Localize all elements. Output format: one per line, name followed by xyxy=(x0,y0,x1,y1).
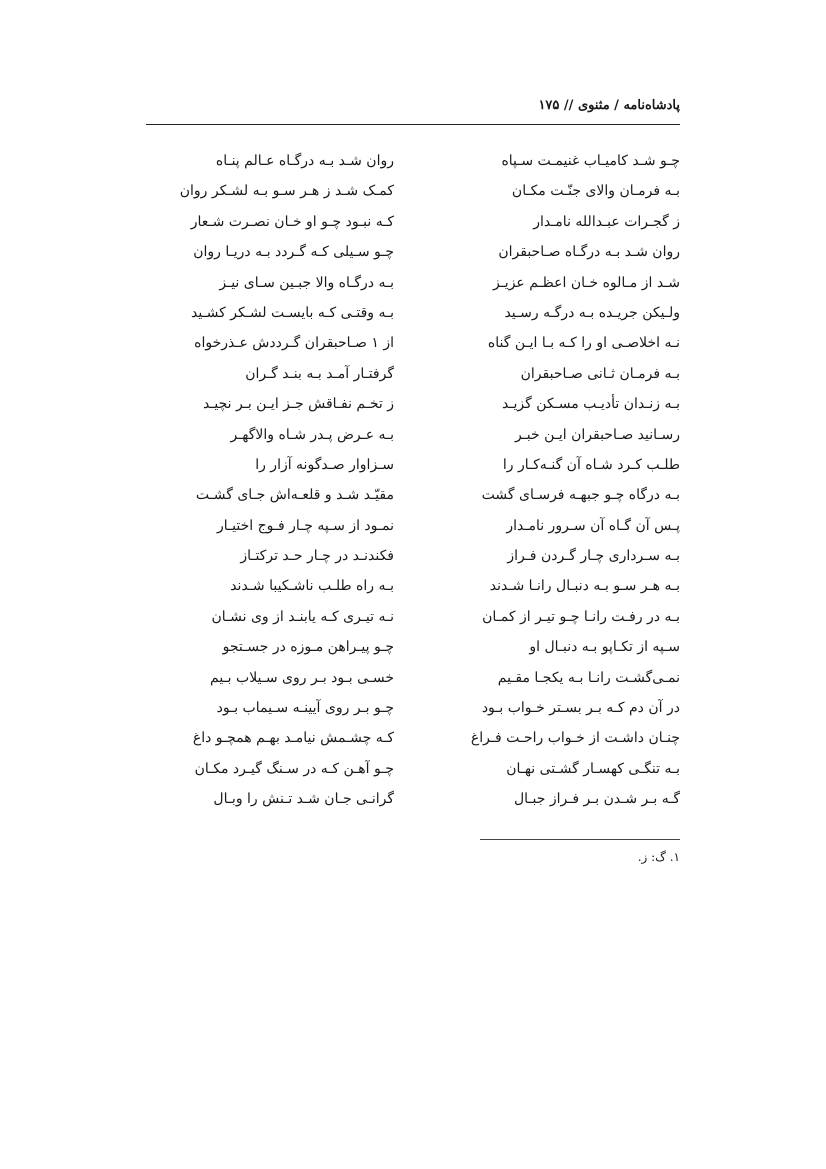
verse-line: نمـود از سـپه چـار فـوج اختیـار xyxy=(217,517,394,534)
verse-line: رسـانید صـاحبقران ایـن خبـر xyxy=(514,426,680,443)
verse-line: بـه تنگـی کهسـار گشـتی نهـان xyxy=(506,760,680,777)
verse-line: بـه فرمـان ثـانی صـاحبقران xyxy=(520,365,680,382)
verse-line: سـزاوار صـدگونه آزار را xyxy=(255,456,394,473)
verse-line: روان شـد بـه درگـاه صـاحبقران xyxy=(498,244,680,261)
footnote: ۱. گ: ز. xyxy=(637,850,680,864)
verse-line: کـه چشـمش نیامـد بهـم همچـو داغ xyxy=(192,730,394,747)
verse-line: بـه در رفـت رانـا چـو تیـر از کمـان xyxy=(482,608,680,625)
verse-line: کمـک شـد ز هـر سـو بـه لشـکر روان xyxy=(179,183,394,200)
verse-line: چـو آهـن کـه در سـنگ گیـرد مکـان xyxy=(194,760,394,777)
verse-line: از ۱ صـاحبقران گـرددش عـذرخواه xyxy=(194,335,394,352)
verse-line: چـو پیـراهن مـوزه در جسـتجو xyxy=(222,639,394,656)
verse-line: بـه هـر سـو بـه دنبـال رانـا شـدند xyxy=(489,578,680,595)
verse-line: بـه عـرض پـدر شـاه والاگهـر xyxy=(230,426,394,443)
running-header xyxy=(146,98,680,124)
verse-line: بـه وقتـی کـه بایسـت لشـکر کشـید xyxy=(190,304,394,321)
verse-line: بـه راه طلـب ناشـکیبا شـدند xyxy=(230,578,394,595)
verse-line: نمـی‌گشـت رانـا بـه یکجـا مقـیم xyxy=(497,669,680,686)
verse-line: چنـان داشـت از خـواب راحـت فـراغ xyxy=(470,730,680,747)
verse-line: شـد از مـالوه خـان اعظـم عزیـز xyxy=(492,274,680,291)
verse-line: گرانـی جـان شـد تـنش را وبـال xyxy=(213,791,394,808)
verse-line: طلـب کـرد شـاه آن گنـه‌کـار را xyxy=(502,456,680,473)
verse-line: گـه بـر شـدن بـر فـراز جبـال xyxy=(513,791,680,808)
verse-line: بـه زنـدان تأدیـب مسـکن گزیـد xyxy=(502,396,680,413)
verse-line: در آن دم کـه بـر بسـتر خـواب بـود xyxy=(481,700,680,717)
verse-line: گرفتـار آمـد بـه بنـد گـران xyxy=(245,365,394,382)
verse-line: فکندنـد در چـار حـد ترکتـاز xyxy=(240,548,394,565)
verse-line: کـه نبـود چـو او خـان نصـرت شـعار xyxy=(190,213,394,230)
verse-line: چـو بـر روی آیینـه سـیماب بـود xyxy=(216,700,394,717)
verse-line: چـو سـیلی کـه گـردد بـه دریـا روان xyxy=(193,244,394,261)
verse-line: روان شـد بـه درگـاه عـالم پنـاه xyxy=(215,153,394,169)
verse-line: ولـیکن جریـده بـه درگـه رسـید xyxy=(504,304,680,321)
running-header-text: پادشاه‌نامه / مثنوی // ۱۷۵ xyxy=(538,98,680,113)
footnote-rule xyxy=(480,839,680,840)
poem-column-right xyxy=(432,146,680,815)
poem-column-left xyxy=(146,146,394,815)
verse-line: نـه تیـری کـه یابنـد از وی نشـان xyxy=(211,608,394,625)
verse-line: ز گجـرات عبـدالله نامـدار xyxy=(533,213,680,230)
verse-line: بـه درگـاه والا جبـین سـای نیـز xyxy=(219,274,394,291)
verse-line: خسـی بـود بـر روی سـیلاب بـیم xyxy=(210,669,394,686)
verse-line: بـه فرمـان والای جنّـت مکـان xyxy=(511,183,680,200)
verse-line: پـس آن گـاه آن سـرور نامـدار xyxy=(506,517,680,534)
verse-line: چـو شـد کامیـاب غنیمـت سـپاه xyxy=(501,153,680,169)
verse-line: بـه درگاه چـو جبهـه فرسـای گشت xyxy=(481,487,680,504)
verse-line: بـه سـرداری چـار گـردن فـراز xyxy=(507,548,680,565)
header-rule xyxy=(146,124,680,125)
verse-line: ز تخـم نفـاقش جـز ایـن بـر نچیـد xyxy=(202,396,394,413)
verse-line: سـپه از تکـاپو بـه دنبـال او xyxy=(529,639,680,656)
verse-line: نـه اخلاصـی او را کـه بـا ایـن گناه xyxy=(487,335,680,352)
verse-line: مقیّـد شـد و قلعـه‌اش جـای گشـت xyxy=(195,487,394,504)
